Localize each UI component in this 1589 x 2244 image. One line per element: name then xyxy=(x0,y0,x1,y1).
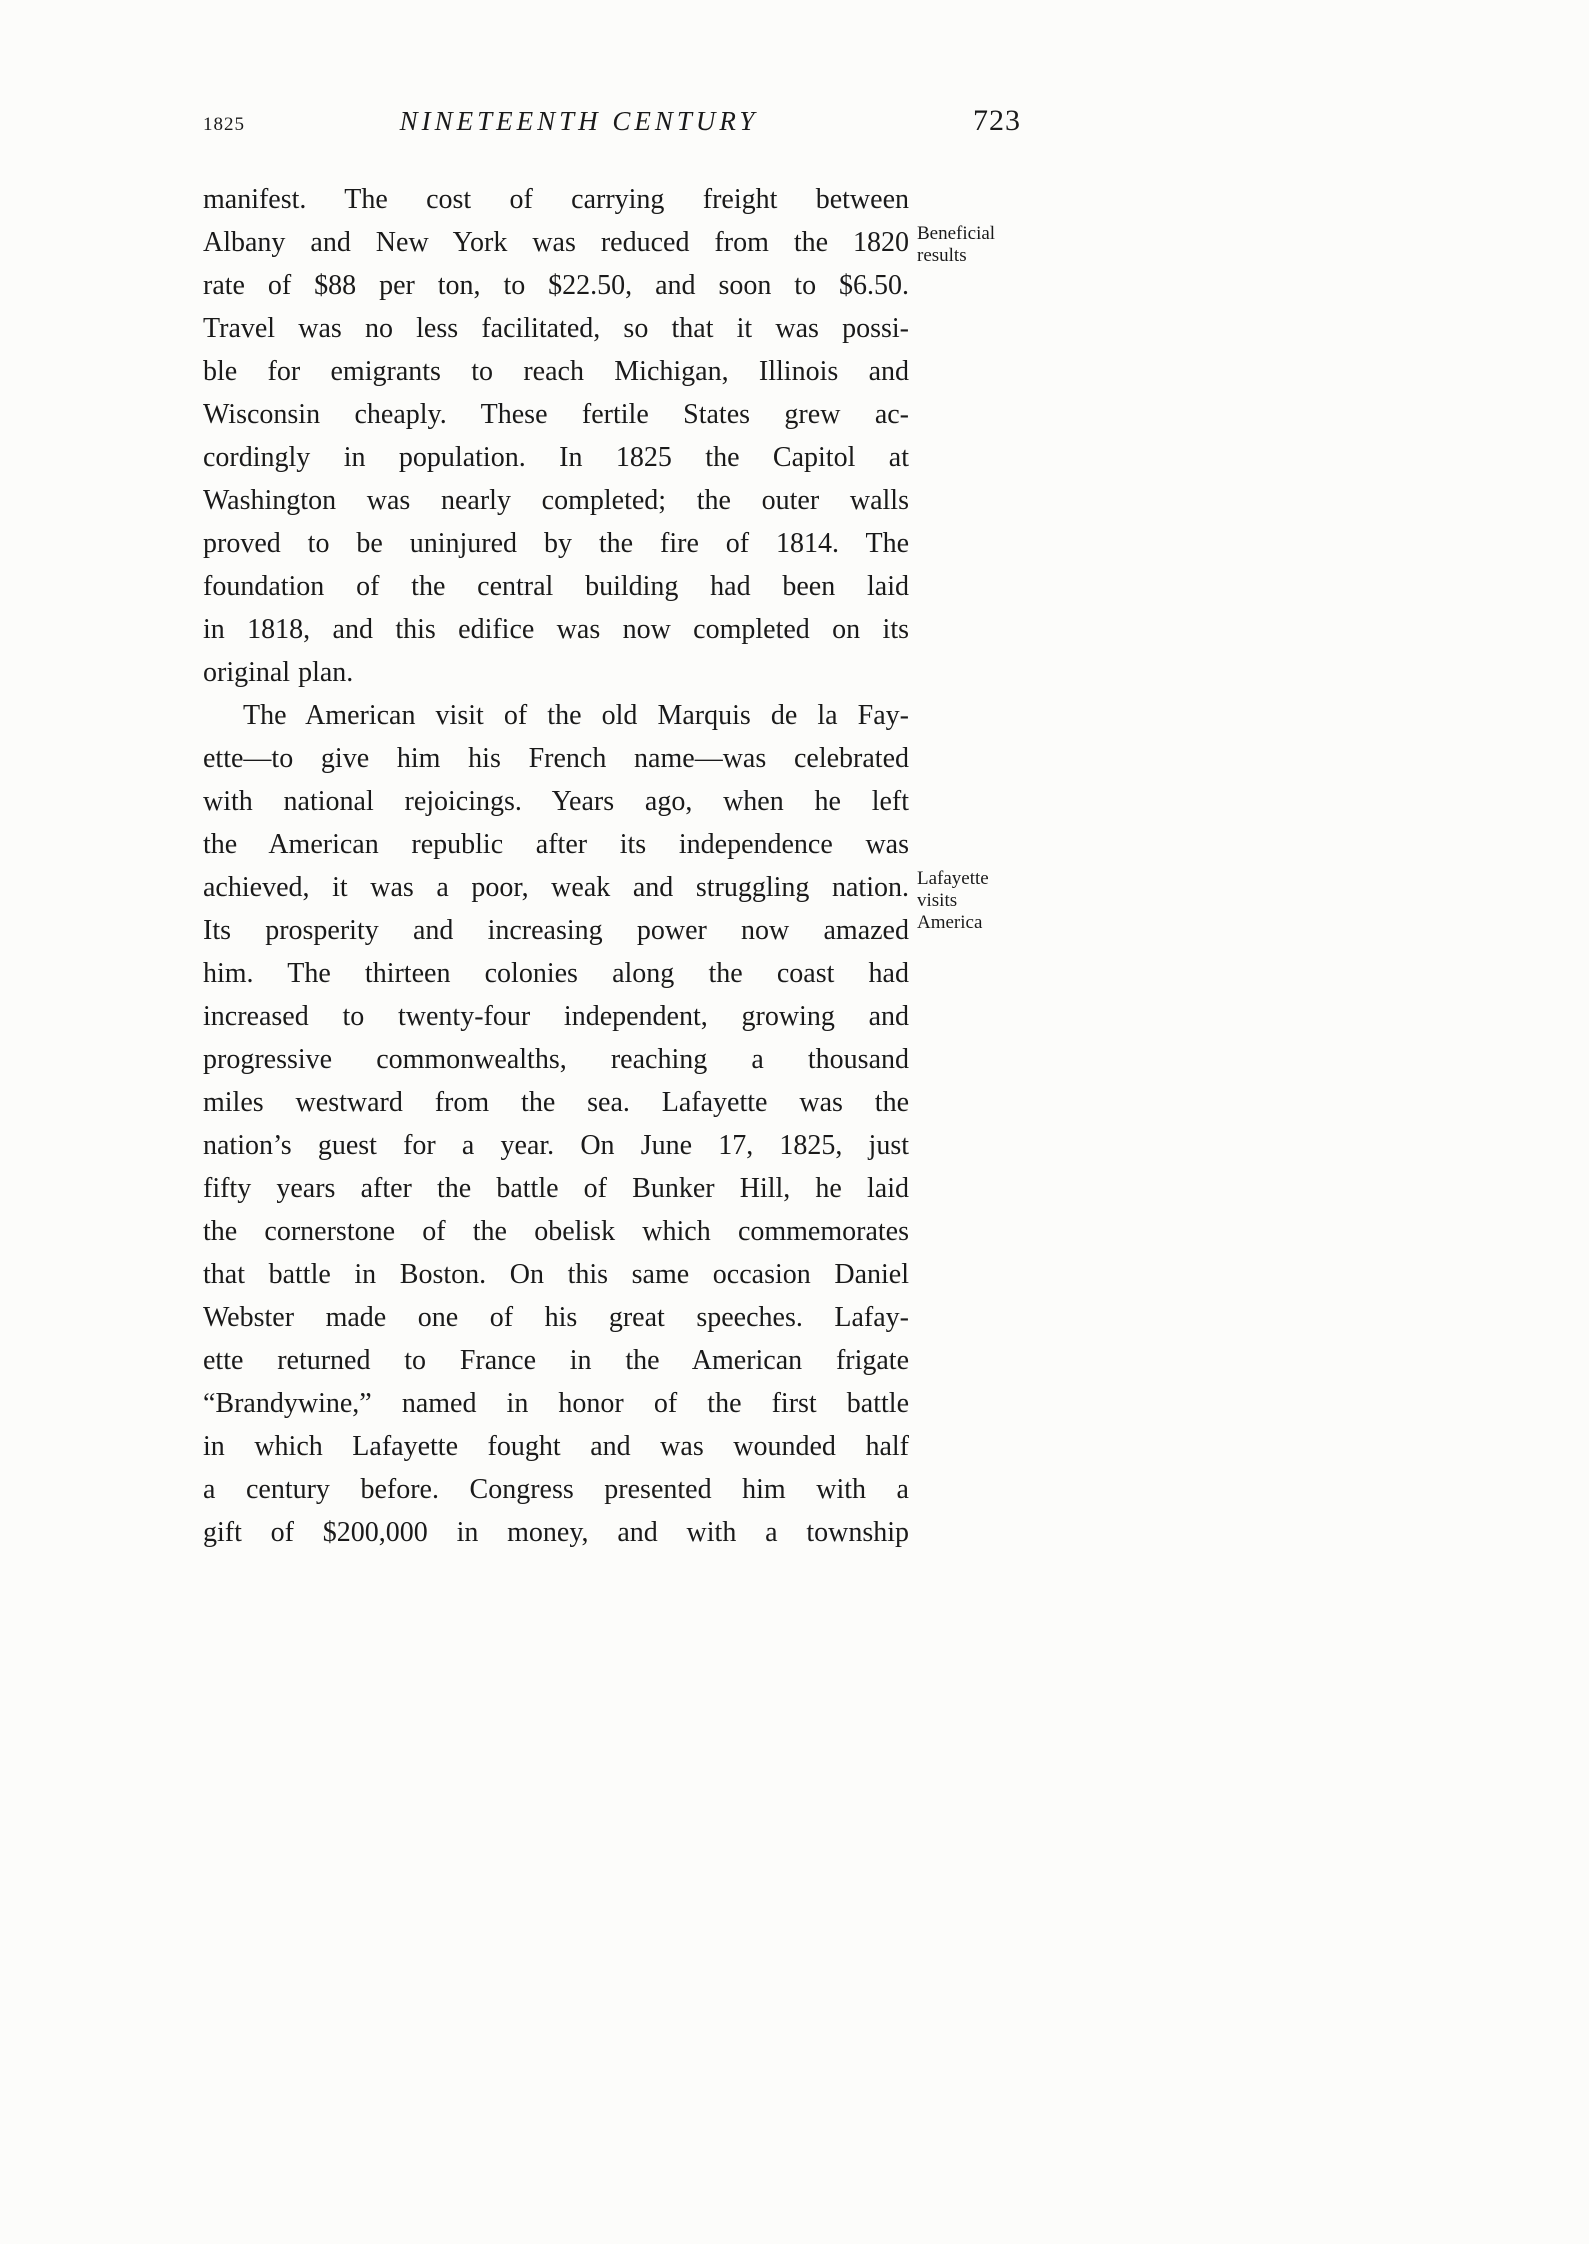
text-line: progressive commonwealths, reaching a thousand xyxy=(203,1044,909,1075)
text-line: a century before. Congress presented him with a xyxy=(203,1474,909,1505)
margin-note-line: results xyxy=(917,245,967,266)
text-line: with national rejoicings. Years ago, when he left xyxy=(203,786,909,817)
text-line: cordingly in population. In 1825 the Capitol at xyxy=(203,442,909,473)
text-line: The American visit of the old Marquis de la Fay- xyxy=(243,700,909,731)
text-line: the cornerstone of the obelisk which commemorates xyxy=(203,1216,909,1247)
paragraph-2 xyxy=(203,694,909,1554)
text-line: nation’s guest for a year. On June 17, 1825, just xyxy=(203,1130,909,1161)
margin-year: 1825 xyxy=(203,114,245,135)
text-line: ette returned to France in the American frigate xyxy=(203,1345,909,1376)
text-line: miles westward from the sea. Lafayette was the xyxy=(203,1087,909,1118)
page-header xyxy=(203,104,1021,140)
text-line: him. The thirteen colonies along the coast had xyxy=(203,958,909,989)
text-line: ette—to give him his French name—was celebrated xyxy=(203,743,909,774)
margin-note-lafayette-visits-america xyxy=(917,868,1057,934)
text-line: proved to be uninjured by the fire of 1814. The xyxy=(203,528,909,559)
page-content xyxy=(203,104,1063,1554)
text-line: fifty years after the battle of Bunker Hill, he laid xyxy=(203,1173,909,1204)
text-line: gift of $200,000 in money, and with a township xyxy=(203,1517,909,1548)
page-number: 723 xyxy=(972,104,1021,137)
margin-note-line: visits xyxy=(917,890,958,911)
text-line: the American republic after its independence was xyxy=(203,829,909,860)
text-line: increased to twenty-four independent, growing and xyxy=(203,1001,909,1032)
text-line: Washington was nearly completed; the outer walls xyxy=(203,485,909,516)
text-line: manifest. The cost of carrying freight between xyxy=(203,184,909,215)
margin-note-beneficial-results xyxy=(917,223,1057,267)
text-line: achieved, it was a poor, weak and struggling nation. xyxy=(203,872,909,903)
text-line: Its prosperity and increasing power now amazed xyxy=(203,915,909,946)
text-block xyxy=(203,178,996,1554)
paragraph-1 xyxy=(203,178,909,694)
text-line: ble for emigrants to reach Michigan, Illinois and xyxy=(203,356,909,387)
text-line: that battle in Boston. On this same occasion Daniel xyxy=(203,1259,909,1290)
text-line: in 1818, and this edifice was now completed on its xyxy=(203,614,909,645)
text-line: Travel was no less facilitated, so that it was possi- xyxy=(203,313,909,344)
margin-note-line: Lafayette xyxy=(917,868,989,889)
running-title: NINETEENTH CENTURY xyxy=(399,106,759,136)
margin-note-line: America xyxy=(917,912,983,933)
text-line: original plan. xyxy=(203,657,354,688)
text-line: rate of $88 per ton, to $22.50, and soon to $6.50. xyxy=(203,270,909,301)
text-line: Albany and New York was reduced from the 1820 xyxy=(203,227,909,258)
margin-note-line: Beneficial xyxy=(917,223,996,244)
text-line: “Brandywine,” named in honor of the first battle xyxy=(203,1388,909,1419)
text-line: in which Lafayette fought and was wounded half xyxy=(203,1431,909,1462)
text-line: Webster made one of his great speeches. Lafay- xyxy=(203,1302,909,1333)
text-line: foundation of the central building had been laid xyxy=(203,571,909,602)
text-line: Wisconsin cheaply. These fertile States grew ac- xyxy=(203,399,909,430)
